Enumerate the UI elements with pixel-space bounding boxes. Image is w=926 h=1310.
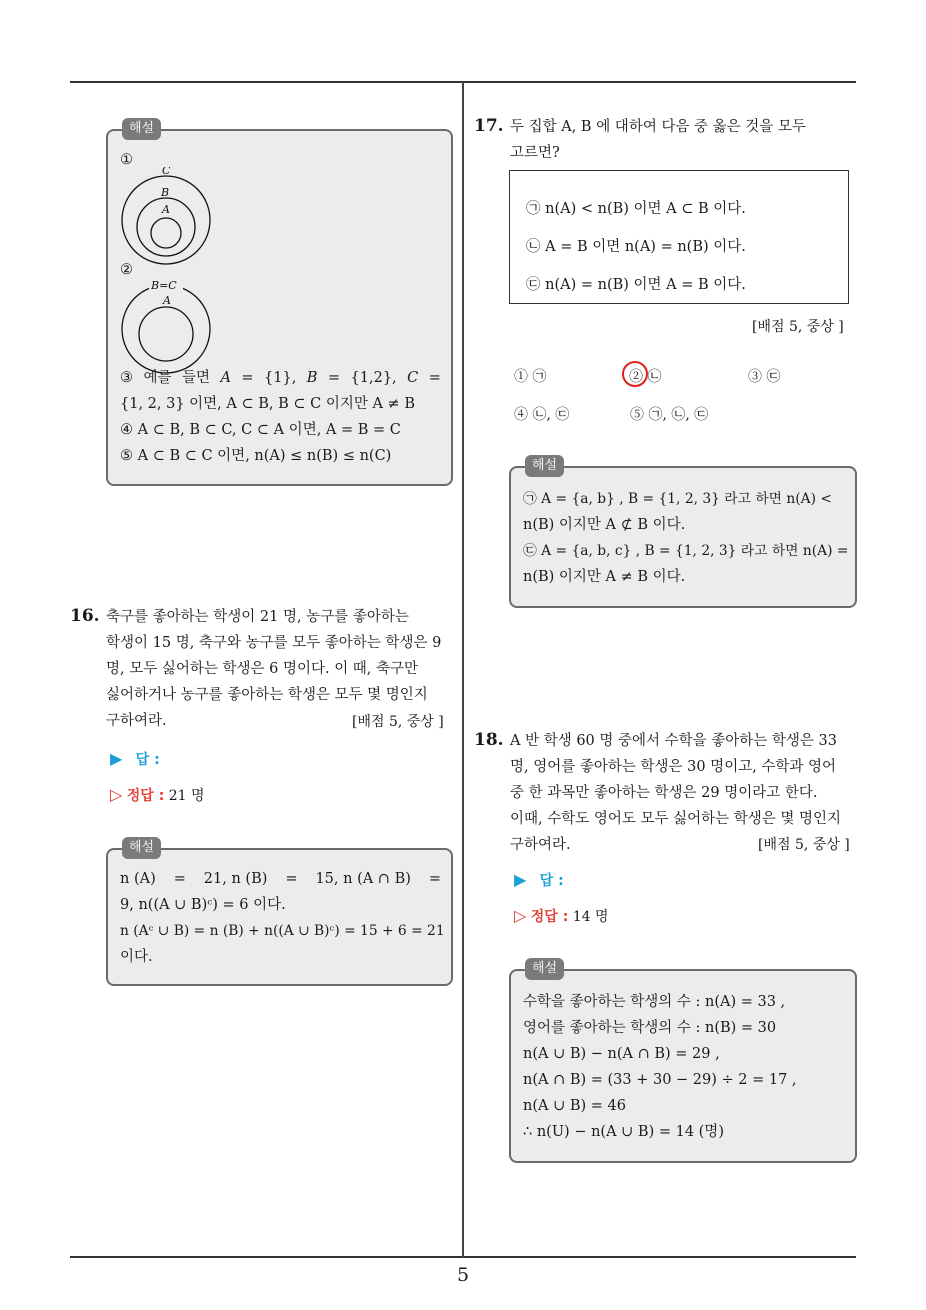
choice-5[interactable]: ⑤ ㉠, ㉡, ㉢: [630, 407, 709, 423]
selected-mark-circle: [622, 361, 648, 387]
q18-explain-line-1: 수학을 좋아하는 학생의 수 : n(A) = 33 ,: [523, 994, 786, 1010]
item-5-line: ⑤ A ⊂ B ⊂ C 이면, n(A) ≤ n(B) ≤ n(C): [120, 448, 392, 464]
q16-explain-line-4: 이다.: [120, 949, 153, 965]
answer-label: 답 :: [135, 752, 160, 768]
question-17-conditions-box: [509, 170, 849, 304]
explanation-box-q18: [509, 961, 857, 1163]
q18-explain-line-2: 영어를 좋아하는 학생의 수 : n(B) = 30: [523, 1020, 777, 1036]
explanation-tag: 해설: [525, 455, 564, 477]
item-1-marker: ①: [120, 152, 133, 168]
q16-explain-line-2: 9, n((A ∪ B)ᶜ) = 6 이다.: [120, 897, 286, 913]
q18-explain-line-4: n(A ∩ B) = (33 + 30 − 29) ÷ 2 = 17 ,: [523, 1072, 797, 1088]
question-16-text: 축구를 좋아하는 학생이 21 명, 농구를 좋아하는 학생이 15 명, 축구와 농구를 모두 좋아하는 학생은 9 명, 모두 싫어하는 학생은 6 명이다. 이 때, 축구만 싫어하거나 농구를 좋아하는 학생은 모두 몇 명인지 구하여라.: [106, 609, 442, 729]
item-3-line-2: {1, 2, 3} 이면, A ⊂ B, B ⊂ C 이지만 A ≠ B: [120, 396, 415, 412]
correct-answer-value: 21 명: [168, 788, 205, 804]
question-18-correct-row: [514, 906, 609, 926]
set-c-label: C: [162, 167, 171, 177]
explanation-box-q17: [509, 458, 857, 608]
outline-arrow-icon: ▷: [110, 785, 123, 804]
q16-explain-line-1: n (A) = 21, n (B) = 15, n (A ∩ B) =: [120, 871, 441, 887]
question-18-answer-row[interactable]: [514, 870, 564, 890]
question-17-number: 17.: [474, 116, 504, 136]
explanation-tag: 해설: [122, 837, 161, 859]
page-number: 5: [456, 1264, 470, 1286]
q17-explain-line-1: ㉠ A = {a, b} , B = {1, 2, 3} 라고 하면 n(A) <: [523, 491, 832, 507]
q18-explain-line-6: ∴ n(U) − n(A ∪ B) = 14 (명): [523, 1124, 724, 1140]
explanation-box-q16: [106, 840, 453, 986]
question-18-text: A 반 학생 60 명 중에서 수학을 좋아하는 학생은 33 명, 영어를 좋아하는 학생은 30 명이고, 수학과 영어 중 한 과목만 좋아하는 학생은 29 명이라고 한다. 이때, 수학도 영어도 모두 싫어하는 학생은 몇 명인지 구하여라.: [510, 733, 842, 853]
condition-3: ㉢ n(A) = n(B) 이면 A = B 이다.: [526, 277, 746, 293]
question-17-text: 두 집합 A, B 에 대하여 다음 중 옳은 것을 모두 고르면?: [510, 119, 806, 161]
venn-diagram-nested: [116, 167, 226, 267]
play-arrow-icon: ▶: [110, 749, 123, 768]
set-a-inner-label: A: [163, 294, 171, 307]
item-3-line-1: ③ 예를 들면 A = {1}, B = {1,2}, C =: [120, 370, 441, 386]
venn-diagram-equal-sets: [116, 279, 226, 374]
correct-answer-label: 정답 :: [530, 909, 569, 925]
item-2-marker: ②: [120, 262, 133, 278]
set-b-label: B: [161, 186, 170, 199]
answer-label: 답 :: [539, 873, 564, 889]
q18-explain-line-3: n(A ∪ B) − n(A ∩ B) = 29 ,: [523, 1046, 720, 1062]
outline-arrow-icon: ▷: [514, 906, 527, 925]
play-arrow-icon: ▶: [514, 870, 527, 889]
choice-4[interactable]: ④ ㉡, ㉢: [514, 407, 570, 423]
set-bc-label: B=C: [151, 279, 177, 292]
choice-3[interactable]: ③ ㉢: [748, 369, 781, 385]
question-16-number: 16.: [70, 606, 100, 626]
choice-2[interactable]: ② ㉡: [629, 369, 662, 385]
explanation-tag: 해설: [122, 118, 161, 140]
choice-1[interactable]: ① ㉠: [514, 369, 547, 385]
question-16-answer-row[interactable]: [110, 749, 160, 769]
question-18-score: [배점 5, 중상 ]: [758, 837, 850, 853]
question-18-number: 18.: [474, 730, 504, 750]
condition-2: ㉡ A = B 이면 n(A) = n(B) 이다.: [526, 239, 746, 255]
q17-explain-line-4: n(B) 이지만 A ≠ B 이다.: [523, 569, 686, 585]
question-17-score: [배점 5, 중상 ]: [752, 319, 844, 335]
question-16-correct-row: [110, 785, 205, 805]
set-a-label: A: [162, 203, 170, 216]
correct-answer-label: 정답 :: [126, 788, 165, 804]
q16-explain-line-3: n (Aᶜ ∪ B) = n (B) + n((A ∪ B)ᶜ) = 15 + 6 = 21: [120, 923, 445, 939]
explanation-tag: 해설: [525, 958, 564, 980]
q18-explain-line-5: n(A ∪ B) = 46: [523, 1098, 626, 1114]
q17-explain-line-2: n(B) 이지만 A ⊄ B 이다.: [523, 517, 686, 533]
q17-explain-line-3: ㉢ A = {a, b, c} , B = {1, 2, 3} 라고 하면 n(A) =: [523, 543, 849, 559]
condition-1: ㉠ n(A) < n(B) 이면 A ⊂ B 이다.: [526, 201, 746, 217]
column-divider: [462, 82, 464, 1258]
explanation-box-q15: [106, 121, 453, 486]
correct-answer-value: 14 명: [572, 909, 609, 925]
question-16-score: [배점 5, 중상 ]: [352, 714, 444, 730]
item-4-line: ④ A ⊂ B, B ⊂ C, C ⊂ A 이면, A = B = C: [120, 422, 401, 438]
